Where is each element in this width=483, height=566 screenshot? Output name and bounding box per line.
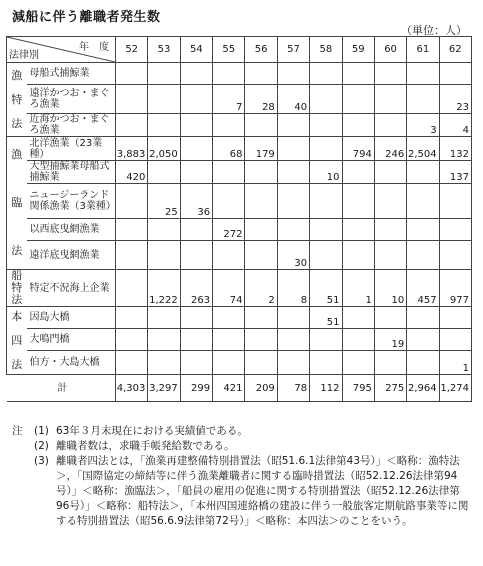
total-cell: 299 (180, 375, 212, 402)
table-cell (407, 219, 439, 241)
table-row (7, 351, 472, 375)
total-cell: 275 (374, 375, 406, 402)
table-cell (180, 63, 212, 85)
note-item (12, 454, 472, 529)
table-row (7, 270, 472, 307)
table-row (7, 85, 472, 114)
table-cell: 51 (310, 307, 342, 329)
total-cell: 4,303 (116, 375, 148, 402)
table-cell (277, 329, 309, 351)
table-cell (277, 351, 309, 375)
total-cell: 3,297 (148, 375, 180, 402)
note-item (12, 439, 472, 454)
table-cell (342, 114, 374, 137)
table-cell (148, 85, 180, 114)
table-cell (245, 219, 277, 241)
table-cell (245, 329, 277, 351)
law-label: 北洋漁業（23業種） (27, 137, 116, 161)
category-cell: 漁 特 法 (7, 63, 27, 137)
table-cell (374, 63, 406, 85)
table-cell (310, 137, 342, 161)
table-cell (407, 329, 439, 351)
table-cell: 420 (116, 161, 148, 184)
table-cell (407, 85, 439, 114)
table-cell (342, 161, 374, 184)
law-label: 遠洋かつお・まぐろ漁業 (27, 85, 116, 114)
table-cell (213, 241, 245, 270)
table-cell: 10 (374, 270, 406, 307)
table-cell (180, 307, 212, 329)
table-cell: 2 (245, 270, 277, 307)
table-cell (407, 307, 439, 329)
total-row (7, 375, 472, 402)
table-cell: 74 (213, 270, 245, 307)
table-cell (439, 329, 471, 351)
law-label: 因島大橋 (27, 307, 116, 329)
total-cell: 2,964 (407, 375, 439, 402)
table-cell (116, 329, 148, 351)
table-row (7, 241, 472, 270)
table-cell (180, 161, 212, 184)
table-cell (116, 63, 148, 85)
law-label: 母船式捕鯨業 (27, 63, 116, 85)
table-cell (277, 184, 309, 219)
table-cell (439, 241, 471, 270)
table-cell (245, 307, 277, 329)
page-title: 減船に伴う離職者発生数 (12, 10, 161, 25)
table-cell (407, 184, 439, 219)
table-cell (245, 184, 277, 219)
table-cell (116, 219, 148, 241)
table-cell (180, 114, 212, 137)
table-cell (310, 85, 342, 114)
table-cell (180, 219, 212, 241)
table-cell (180, 137, 212, 161)
table-cell (342, 307, 374, 329)
law-label: 大型捕鯨業母船式捕鯨業 (27, 161, 116, 184)
table-cell (148, 241, 180, 270)
table-cell (407, 241, 439, 270)
table-cell (277, 137, 309, 161)
total-cell: 209 (245, 375, 277, 402)
table-cell: 457 (407, 270, 439, 307)
law-label: 大鳴門橋 (27, 329, 116, 351)
table-cell: 40 (277, 85, 309, 114)
table-cell: 1 (439, 351, 471, 375)
note-number: (3) (34, 455, 49, 467)
table-cell: 132 (439, 137, 471, 161)
table-cell (245, 114, 277, 137)
table-cell (116, 270, 148, 307)
note-text: 63年３月末現在における実績値である。 (56, 425, 248, 437)
total-label: 計 (7, 375, 116, 402)
table-cell (148, 114, 180, 137)
total-cell: 1,274 (439, 375, 471, 402)
table-cell: 1 (342, 270, 374, 307)
table-cell (116, 307, 148, 329)
table-cell (116, 85, 148, 114)
table-cell (180, 241, 212, 270)
table-cell (342, 219, 374, 241)
table-cell (374, 114, 406, 137)
table-cell (342, 241, 374, 270)
table-cell (439, 219, 471, 241)
table-cell (374, 351, 406, 375)
table-cell (213, 184, 245, 219)
table-cell (407, 161, 439, 184)
law-label: 伯方・大島大橋 (27, 351, 116, 375)
table-cell: 7 (213, 85, 245, 114)
year-header: 61 (407, 37, 439, 63)
table-cell (342, 85, 374, 114)
table-row (7, 184, 472, 219)
category-cell: 漁 臨 法 (7, 137, 27, 270)
total-cell: 421 (213, 375, 245, 402)
header-corner (7, 37, 116, 63)
year-header: 57 (277, 37, 309, 63)
table-cell (213, 329, 245, 351)
table-cell (277, 63, 309, 85)
table-cell: 23 (439, 85, 471, 114)
table-cell (245, 63, 277, 85)
table-cell (342, 351, 374, 375)
year-header: 54 (180, 37, 212, 63)
table-cell (245, 161, 277, 184)
table-cell: 36 (180, 184, 212, 219)
table-row (7, 137, 472, 161)
year-header: 60 (374, 37, 406, 63)
table-cell: 2,050 (148, 137, 180, 161)
table-cell (116, 351, 148, 375)
total-cell: 112 (310, 375, 342, 402)
table-cell (310, 241, 342, 270)
header-row (7, 37, 472, 63)
note-number: (1) (34, 425, 49, 437)
table-cell (310, 329, 342, 351)
table-cell: 3 (407, 114, 439, 137)
table-cell (245, 241, 277, 270)
table-cell (148, 307, 180, 329)
year-header: 55 (213, 37, 245, 63)
year-header: 53 (148, 37, 180, 63)
table-cell (439, 63, 471, 85)
table-cell: 51 (310, 270, 342, 307)
table-cell (310, 351, 342, 375)
table-row (7, 161, 472, 184)
table-cell (213, 63, 245, 85)
table-cell: 8 (277, 270, 309, 307)
note-item (12, 424, 472, 439)
table-cell (277, 114, 309, 137)
total-cell: 78 (277, 375, 309, 402)
year-header: 52 (116, 37, 148, 63)
table-cell (439, 184, 471, 219)
table-row (7, 329, 472, 351)
note-text: 離職者四法とは，「漁業再建整備特別措置法（昭51.6.1法律第43号）」＜略称：漁特法＞，「国際協定の締結等に伴う漁業離職者に関する臨時措置法（昭52.12.26法律第94号）」＜略称：漁臨法＞，「船員の雇用の促進に関する特別措置法（昭52.12.26法律第96号）」＜略称：船特法＞，「本州四国連絡橋の建設に伴う一般旅客定期航路事業等に関する特別措置法（昭56.6.9法律第72号）」＜略称：本四法＞のことをいう。 (56, 455, 469, 527)
law-label: 特定不況海上企業 (27, 270, 116, 307)
table-cell (148, 219, 180, 241)
table-cell: 25 (148, 184, 180, 219)
table-cell (148, 351, 180, 375)
table-cell (342, 329, 374, 351)
table-cell: 68 (213, 137, 245, 161)
table-cell: 10 (310, 161, 342, 184)
table-cell: 1,222 (148, 270, 180, 307)
table-cell: 977 (439, 270, 471, 307)
table-cell (213, 114, 245, 137)
table-cell (277, 307, 309, 329)
table-cell (180, 329, 212, 351)
table-row (7, 114, 472, 137)
year-header: 56 (245, 37, 277, 63)
year-header: 58 (310, 37, 342, 63)
table-cell (374, 85, 406, 114)
note-text: 離職者数は，求職手帳発給数である。 (56, 440, 235, 452)
table-row (7, 307, 472, 329)
table-cell (342, 63, 374, 85)
table-row (7, 219, 472, 241)
table-cell (310, 114, 342, 137)
table-cell: 19 (374, 329, 406, 351)
table-cell: 2,504 (407, 137, 439, 161)
note-number: (2) (34, 440, 49, 452)
table-cell (180, 85, 212, 114)
table-cell: 28 (245, 85, 277, 114)
unit-label: （単位：人） (401, 24, 467, 37)
table-cell (310, 219, 342, 241)
table-cell: 4 (439, 114, 471, 137)
law-label: 近海かつお・まぐろ漁業 (27, 114, 116, 137)
table-cell (116, 241, 148, 270)
data-table (6, 36, 472, 402)
table-cell (148, 63, 180, 85)
table-cell (407, 351, 439, 375)
total-cell: 795 (342, 375, 374, 402)
table-cell (180, 351, 212, 375)
table-cell: 272 (213, 219, 245, 241)
table-cell (374, 241, 406, 270)
table-cell (213, 307, 245, 329)
law-label: 遠洋底曳網漁業 (27, 241, 116, 270)
law-label: ニュージーランド関係漁業（3業種） (27, 184, 116, 219)
header-law-label: 法律別 (9, 50, 39, 61)
table-cell (213, 351, 245, 375)
table-cell (407, 63, 439, 85)
table-cell (374, 184, 406, 219)
table-cell (148, 329, 180, 351)
year-header: 62 (439, 37, 471, 63)
table-cell: 137 (439, 161, 471, 184)
table-cell (310, 184, 342, 219)
year-header: 59 (342, 37, 374, 63)
table-cell: 3,883 (116, 137, 148, 161)
notes-label: 注 (12, 425, 23, 437)
table-cell (374, 161, 406, 184)
table-cell (439, 307, 471, 329)
table-cell (116, 184, 148, 219)
header-year-label: 年 度 (79, 42, 109, 53)
law-label: 以西底曳網漁業 (27, 219, 116, 241)
table-cell (342, 184, 374, 219)
table-cell (277, 219, 309, 241)
table-cell (374, 307, 406, 329)
table-cell: 246 (374, 137, 406, 161)
table-cell (213, 161, 245, 184)
table-cell (148, 161, 180, 184)
table-cell: 179 (245, 137, 277, 161)
notes (12, 424, 472, 529)
table-cell (374, 219, 406, 241)
table-cell (310, 63, 342, 85)
table-cell: 794 (342, 137, 374, 161)
table-cell (277, 161, 309, 184)
table-row (7, 63, 472, 85)
table-cell (116, 114, 148, 137)
category-cell: 本 四 法 (7, 307, 27, 375)
table-cell: 263 (180, 270, 212, 307)
table-cell (245, 351, 277, 375)
category-cell: 船特法 (7, 270, 27, 307)
table-cell: 30 (277, 241, 309, 270)
